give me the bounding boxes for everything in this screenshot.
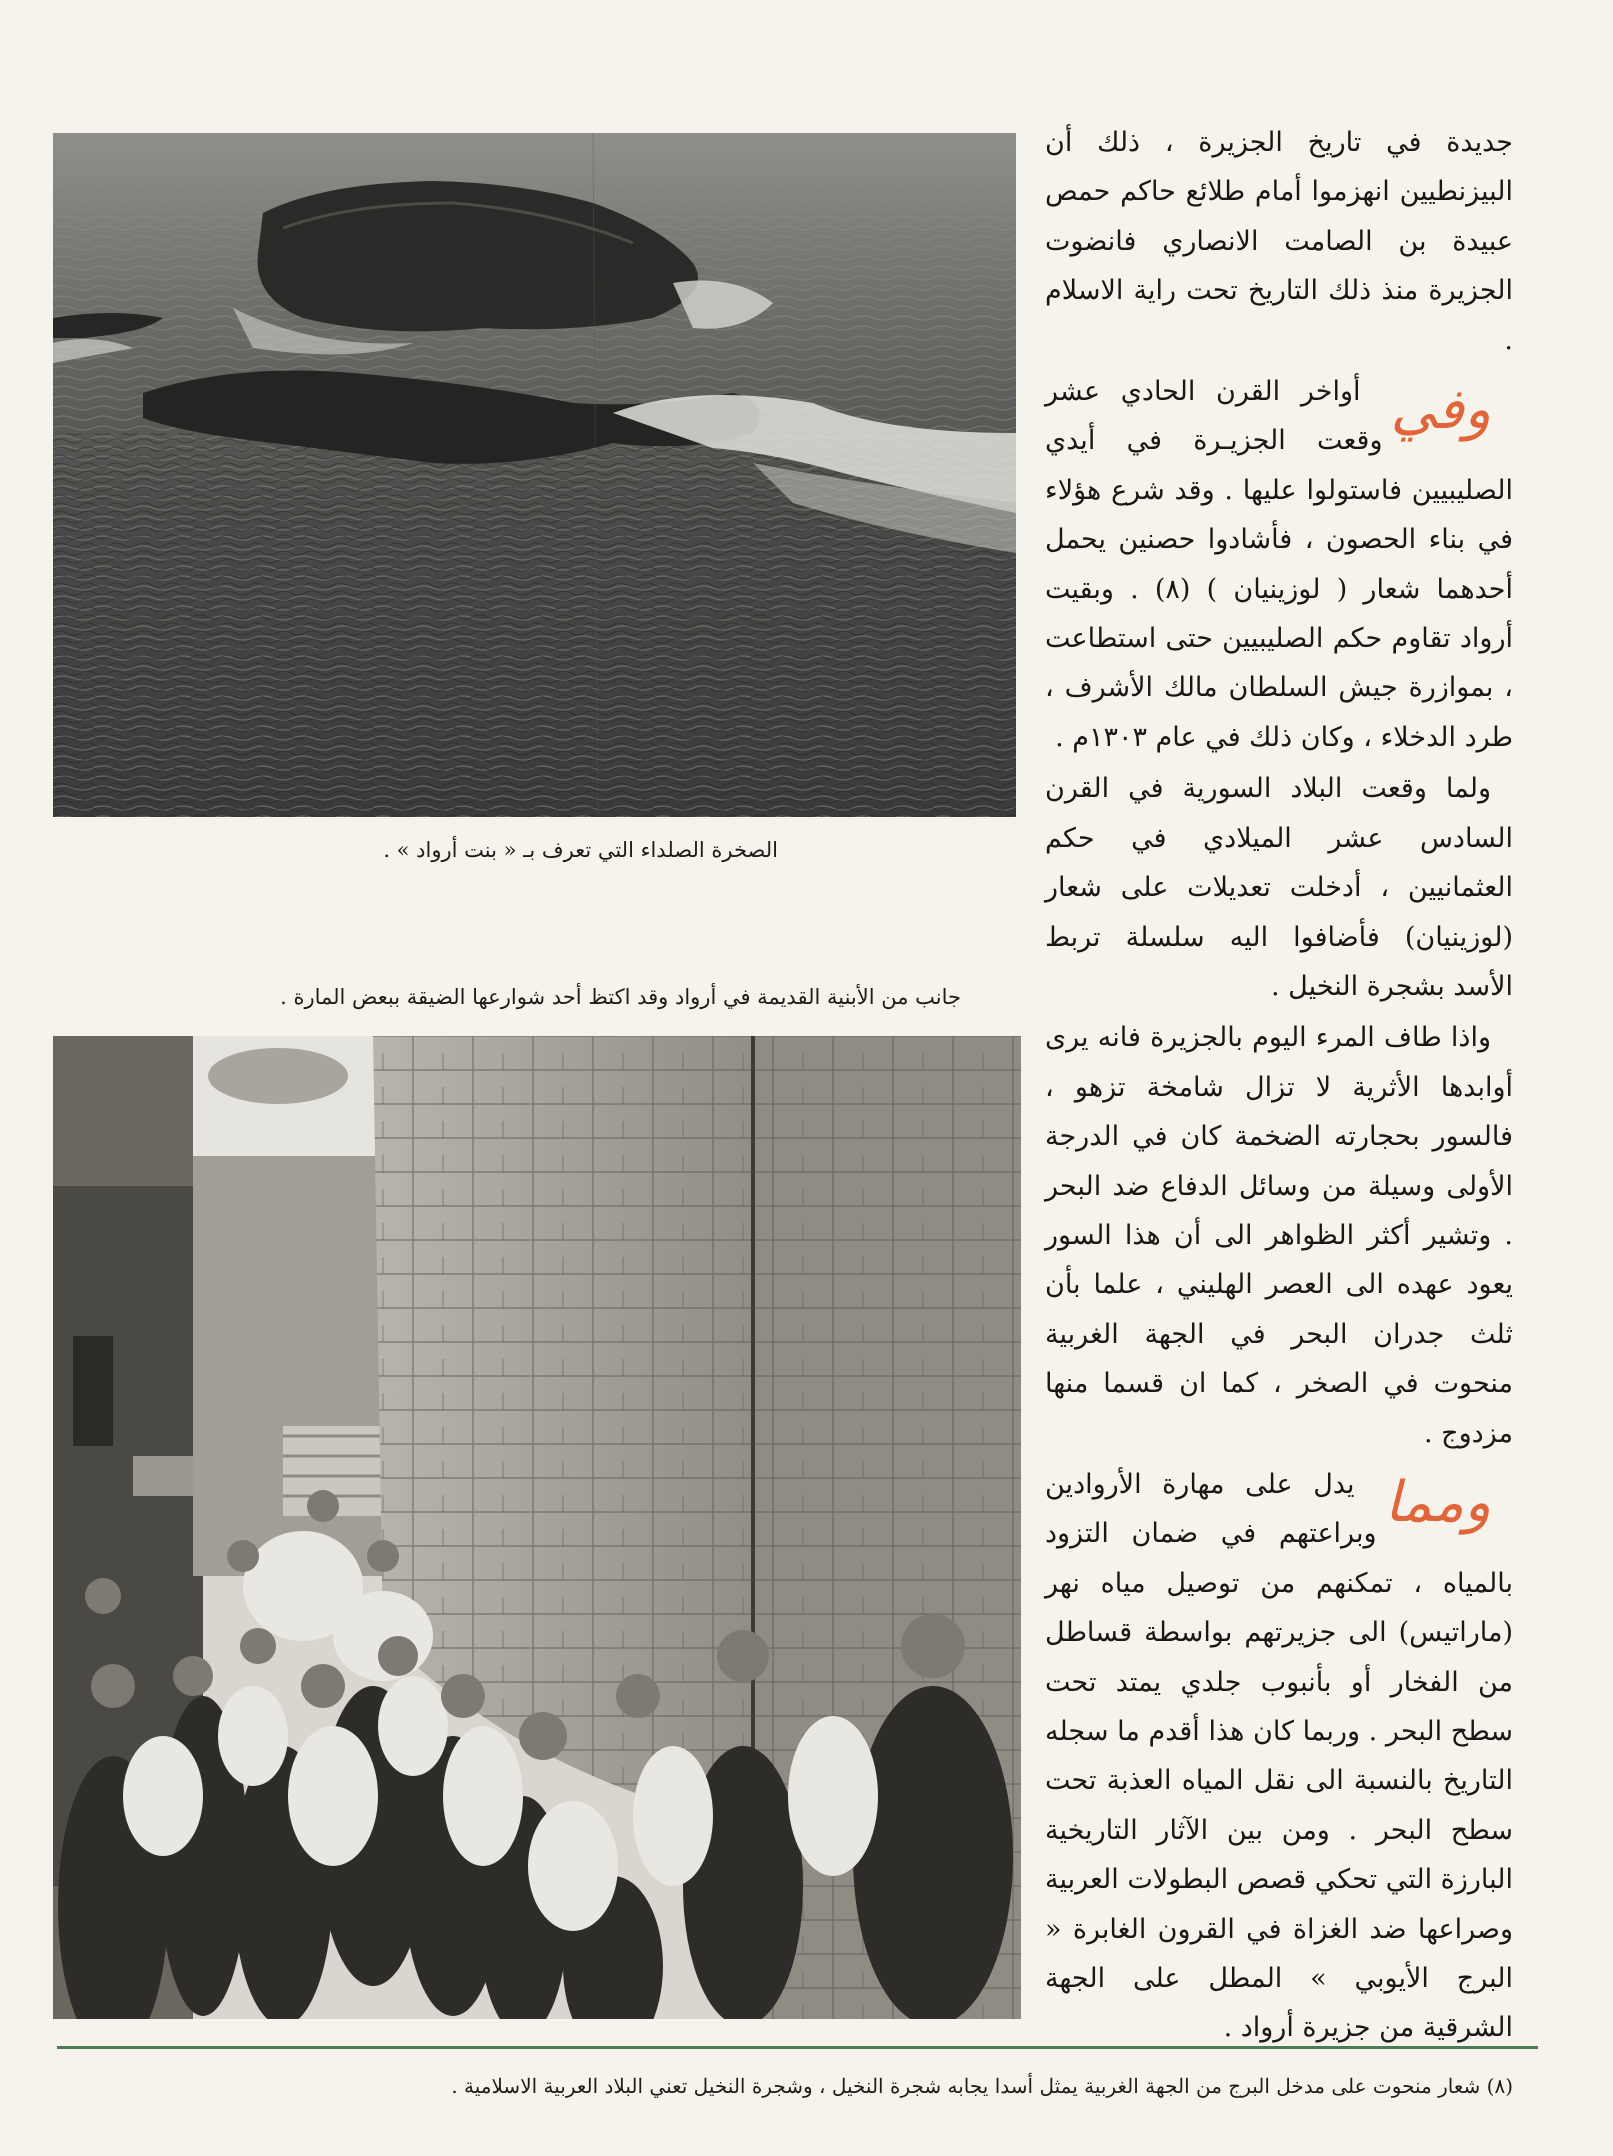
- sea-rock-image: [53, 133, 1016, 817]
- article-paragraph-2: [1045, 367, 1513, 762]
- paragraph-5-lead-word: ومما: [1384, 1469, 1491, 1535]
- article-paragraph-4: واذا طاف المرء اليوم بالجزيرة فانه يرى أوابدها الأثرية لا تزال شامخة تزهو ، فالسور بحجارته الضخمة كان في الدرجة الأولى وسيلة من وسائل الدفاع ضد البحر . وتشير أكثر الظواهر الى أن هذا السور يعود عهده الى العصر الهليني ، علما بأن ثلث جدران البحر في الجهة الغربية منحوت في الصخر ، كما ان قسما منها مزدوج .: [1045, 1022, 1513, 1449]
- footnote-divider: [57, 2046, 1538, 2049]
- article-paragraph-3: ولما وقعت البلاد السورية في القرن السادس عشر الميلادي في حكم العثمانيين ، أدخلت تعديلات على شعار (لوزينيان) فأضافوا اليه سلسلة تربط الأسد بشجرة النخيل .: [1045, 773, 1513, 1002]
- article-paragraph-1: جديدة في تاريخ الجزيرة ، ذلك أن البيزنطيين انهزموا أمام طلائع حاكم حمص عبيدة بن الصامت الانصاري فانضوت الجزيرة منذ ذلك التاريخ تحت راية الاسلام .: [1045, 127, 1513, 356]
- paragraph-5-text: يدل على مهارة الأروادين وبراعتهم في ضمان التزود بالمياه ، تمكنهم من توصيل مياه نهر (ماراتيس) الى جزيرتهم بواسطة قساطل من الفخار أو بأنبوب جلدي يمتد تحت سطح البحر . وربما كان هذا أقدم ما سجله التاريخ بالنسبة الى نقل المياه العذبة تحت سطح البحر . ومن بين الآثار التاريخية البارزة التي تحكي قصص البطولات العربية وصراعها ضد الغزاة في القرون الغابرة « البرج الأيوبي » المطل على الجهة الشرقية من جزيرة أرواد .: [1045, 1468, 1513, 2044]
- photo1-caption: الصخرة الصلداء التي تعرف بـ « بنت أرواد » .: [383, 838, 778, 862]
- photo2-caption: جانب من الأبنية القديمة في أرواد وقد اكتظ أحد شوارعها الضيقة ببعض المارة .: [280, 985, 961, 1009]
- article-paragraph-5: [1045, 1460, 1513, 2053]
- paragraph-2-lead-word: وفي: [1390, 377, 1491, 443]
- old-street-image: [53, 1036, 1021, 2019]
- old-street-photo: [53, 1036, 1021, 2019]
- footnote: (٨) شعار منحوت على مدخل البرج من الجهة الغربية يمثل أسدا يجابه شجرة النخيل ، وشجرة النخيل تعني البلاد العربية الاسلامية .: [451, 2074, 1513, 2098]
- paragraph-2-text: أواخر القرن الحادي عشر وقعت الجزيـرة في أيدي الصليبيين فاستولوا عليها . وقد شرع هؤلاء في بناء الحصون ، فأشادوا حصنين يحمل أحدهما شعار ( لوزينيان ) (٨) . وبقيت أرواد تقاوم حكم الصليبيين حتى استطاعت ، بموازرة جيش السلطان مالك الأشرف ، طرد الدخلاء ، وكان ذلك في عام ١٣٠٣م .: [1045, 376, 1513, 753]
- sea-rock-photo: [53, 133, 1016, 817]
- article-text-column: [1045, 118, 1513, 2044]
